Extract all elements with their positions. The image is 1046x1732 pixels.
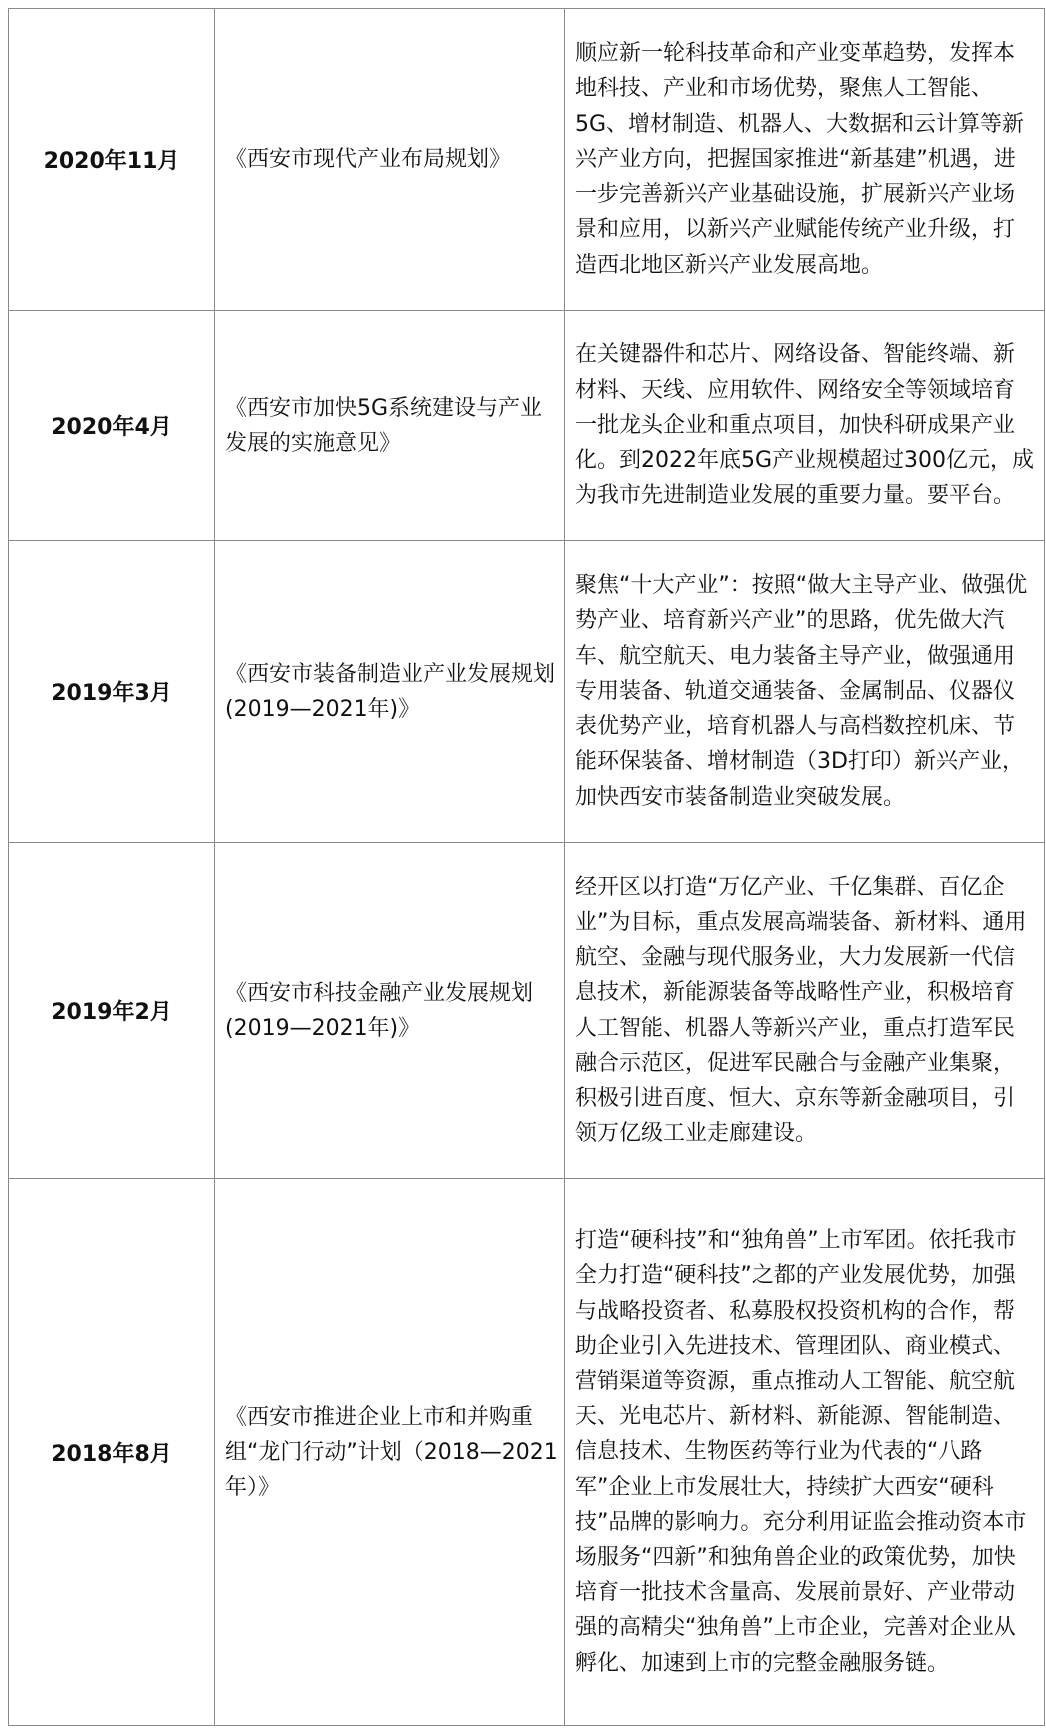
table-row	[9, 9, 1045, 311]
table-row	[9, 541, 1045, 843]
table-row	[9, 1179, 1045, 1726]
policy-name-cell: 《西安市装备制造业产业发展规划(2019—2021年)》	[215, 541, 565, 843]
policy-table-body	[9, 9, 1045, 1726]
table-row	[9, 311, 1045, 541]
policy-name-cell: 《西安市现代产业布局规划》	[215, 9, 565, 311]
date-cell: 2019年2月	[9, 843, 215, 1179]
policy-description-cell: 打造“硬科技”和“独角兽”上市军团。依托我市全力打造“硬科技”之都的产业发展优势，加强与战略投资者、私募股权投资机构的合作，帮助企业引入先进技术、管理团队、商业模式、营销渠道等资源，重点推动人工智能、航空航天、光电芯片、新材料、新能源、智能制造、信息技术、生物医药等行业为代表的“八路军”企业上市发展壮大，持续扩大西安“硬科技”品牌的影响力。充分利用证监会推动资本市场服务“四新”和独角兽企业的政策优势，加快培育一批技术含量高、发展前景好、产业带动强的高精尖“独角兽”上市企业，完善对企业从孵化、加速到上市的完整金融服务链。	[565, 1179, 1045, 1726]
policy-name-cell: 《西安市科技金融产业发展规划(2019—2021年)》	[215, 843, 565, 1179]
date-cell: 2020年4月	[9, 311, 215, 541]
policy-name-cell: 《西安市加快5G系统建设与产业发展的实施意见》	[215, 311, 565, 541]
date-cell: 2019年3月	[9, 541, 215, 843]
date-cell: 2018年8月	[9, 1179, 215, 1726]
policy-description-cell: 在关键器件和芯片、网络设备、智能终端、新材料、天线、应用软件、网络安全等领域培育一批龙头企业和重点项目，加快科研成果产业化。到2022年底5G产业规模超过300亿元，成为我市先进制造业发展的重要力量。要平台。	[565, 311, 1045, 541]
table-row	[9, 843, 1045, 1179]
policy-name-cell: 《西安市推进企业上市和并购重组“龙门行动”计划（2018—2021年）》	[215, 1179, 565, 1726]
policy-description-cell: 顺应新一轮科技革命和产业变革趋势，发挥本地科技、产业和市场优势，聚焦人工智能、5G、增材制造、机器人、大数据和云计算等新兴产业方向，把握国家推进“新基建”机遇，进一步完善新兴产业基础设施，扩展新兴产业场景和应用，以新兴产业赋能传统产业升级，打造西北地区新兴产业发展高地。	[565, 9, 1045, 311]
policy-table	[8, 8, 1045, 1726]
date-cell: 2020年11月	[9, 9, 215, 311]
policy-description-cell: 聚焦“十大产业”：按照“做大主导产业、做强优势产业、培育新兴产业”的思路，优先做大汽车、航空航天、电力装备主导产业，做强通用专用装备、轨道交通装备、金属制品、仪器仪表优势产业，培育机器人与高档数控机床、节能环保装备、增材制造（3D打印）新兴产业，加快西安市装备制造业突破发展。	[565, 541, 1045, 843]
policy-description-cell: 经开区以打造“万亿产业、千亿集群、百亿企业”为目标，重点发展高端装备、新材料、通用航空、金融与现代服务业，大力发展新一代信息技术，新能源装备等战略性产业，积极培育人工智能、机器人等新兴产业，重点打造军民融合示范区，促进军民融合与金融产业集聚，积极引进百度、恒大、京东等新金融项目，引领万亿级工业走廊建设。	[565, 843, 1045, 1179]
